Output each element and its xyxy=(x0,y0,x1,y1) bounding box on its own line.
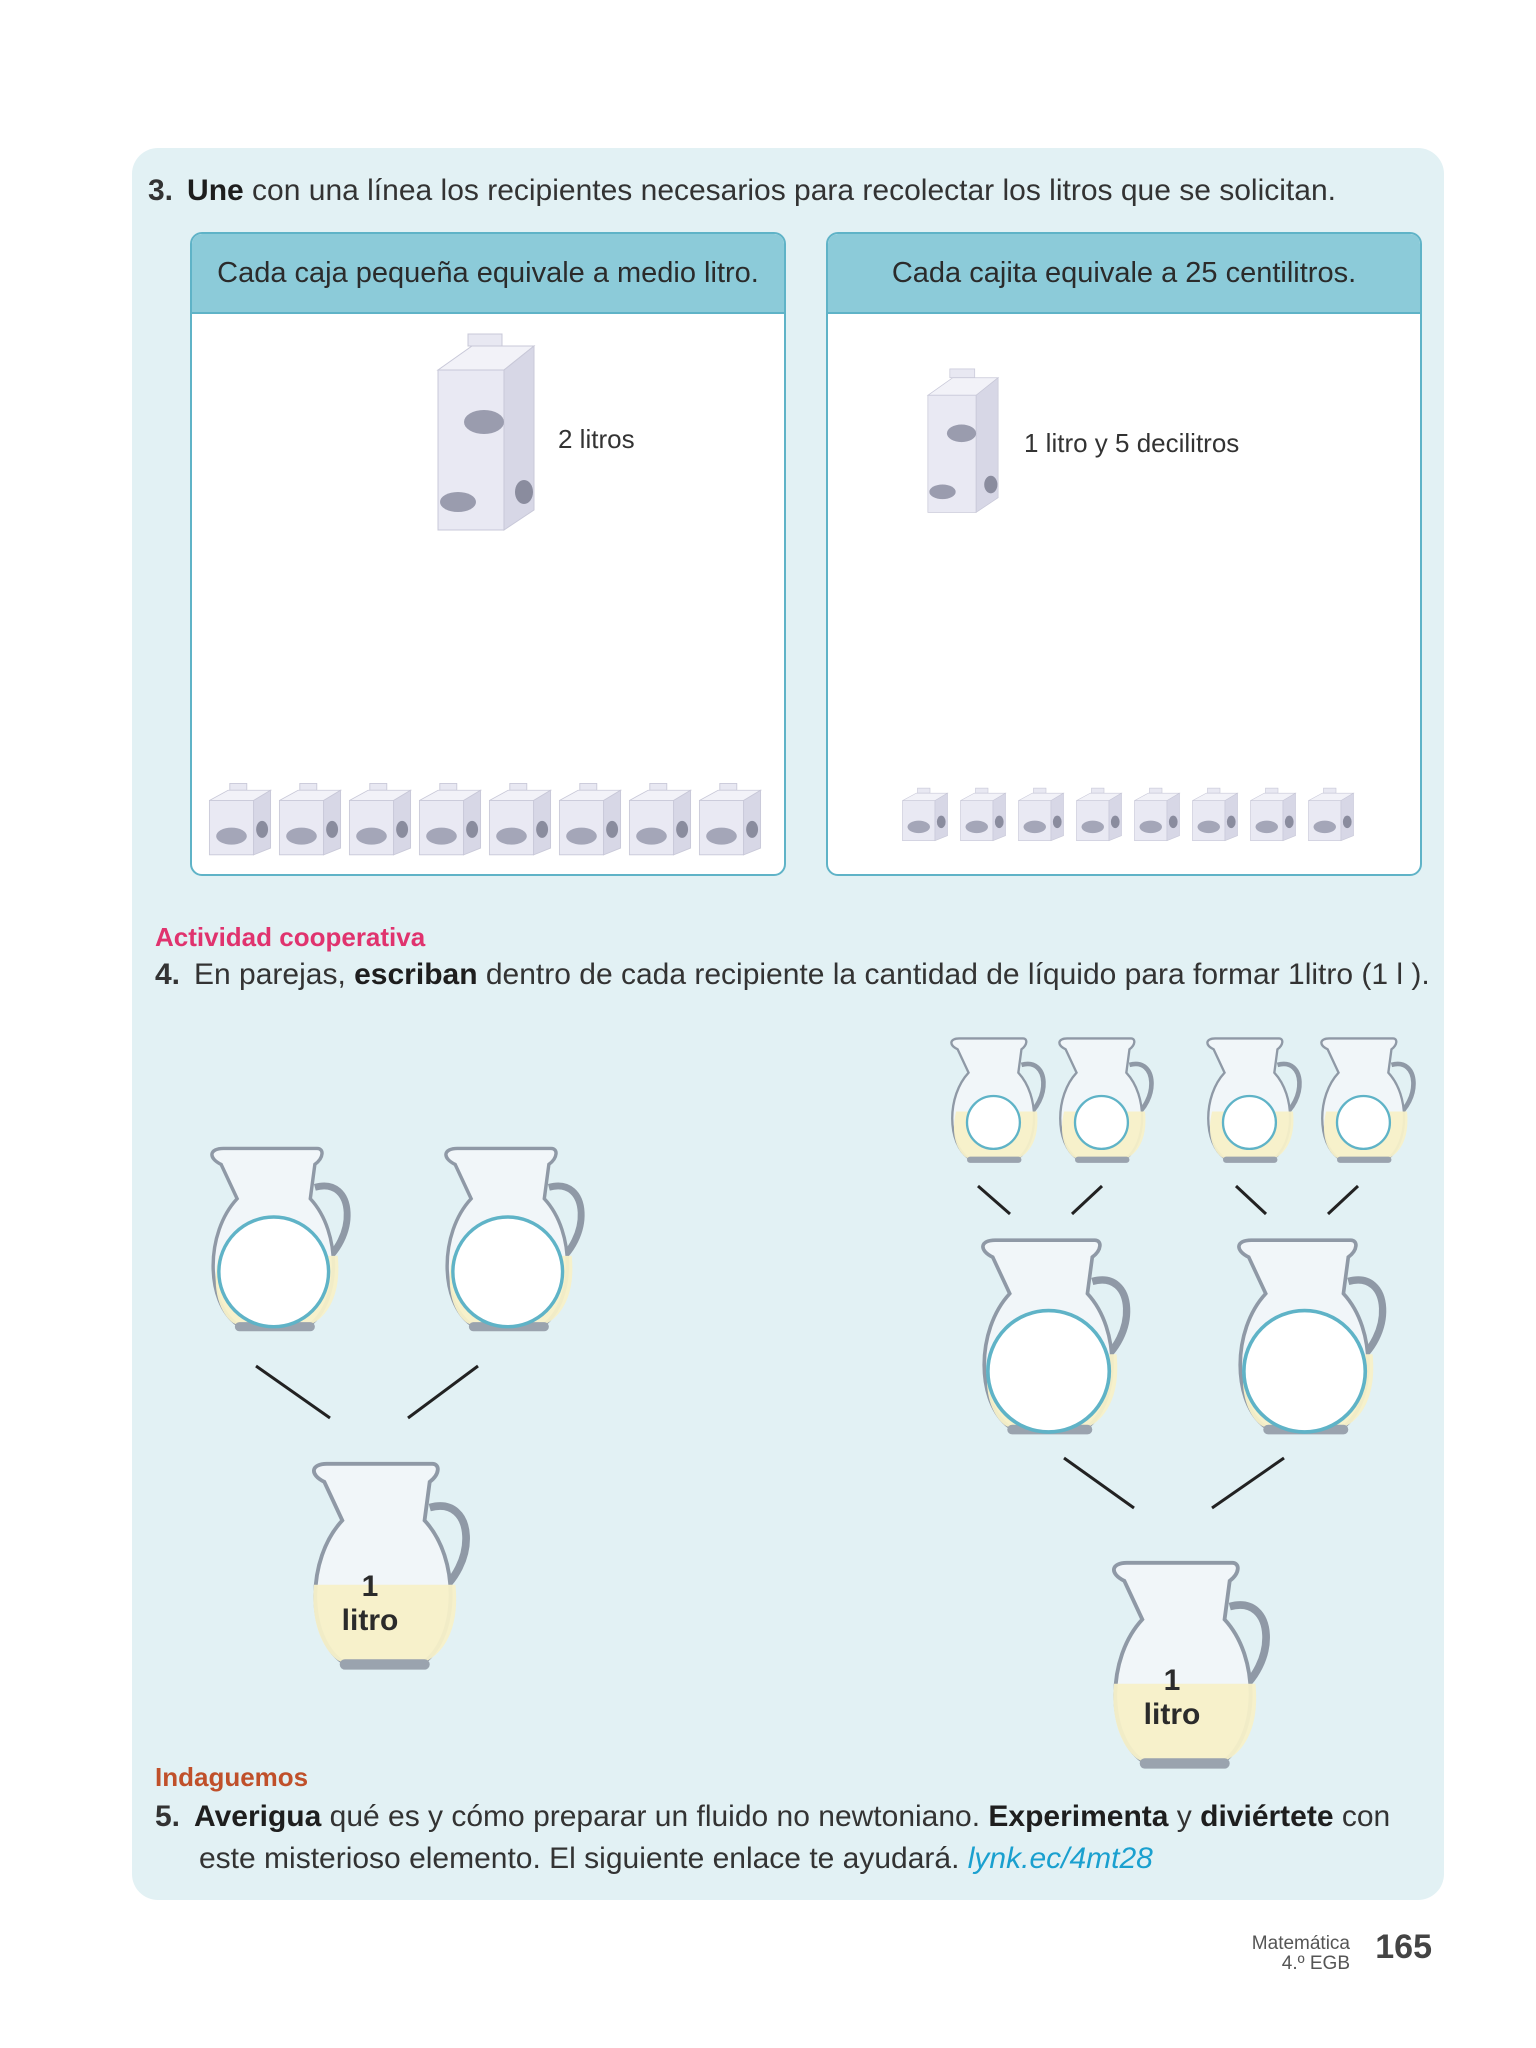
root-unit: litro xyxy=(1143,1698,1201,1731)
connector-line xyxy=(408,1366,478,1418)
connector-line xyxy=(256,1366,330,1418)
connector-line xyxy=(1328,1186,1358,1214)
box-header: Cada caja pequeña equivale a medio litro. xyxy=(192,234,784,314)
page-number: 165 xyxy=(1375,1928,1432,1966)
milk-pitcher-icon[interactable] xyxy=(1196,1026,1306,1171)
connector-line xyxy=(1064,1458,1134,1508)
exercise-text: qué es y cómo preparar un fluido no newtoniano. xyxy=(321,1800,989,1833)
milk-pitcher-icon[interactable] xyxy=(430,1128,590,1343)
root-pitcher-label-right xyxy=(1122,1664,1222,1732)
connector-line xyxy=(978,1186,1010,1214)
milk-pitcher-icon[interactable] xyxy=(1222,1220,1392,1445)
milk-pitcher-icon[interactable] xyxy=(196,1128,356,1343)
exercise-verb: Experimenta xyxy=(988,1800,1169,1833)
exercise-text: con xyxy=(1333,1800,1391,1833)
milk-pitcher-icon[interactable] xyxy=(1048,1026,1158,1171)
exercise-5-line-2 xyxy=(155,1838,1445,1880)
connector-line xyxy=(1072,1186,1102,1214)
connector-line xyxy=(1212,1458,1284,1508)
exercise-verb: escriban xyxy=(354,958,478,991)
milk-pitcher-full-icon xyxy=(296,1434,476,1689)
grade-level: 4.º EGB xyxy=(1281,1953,1350,1974)
exercise-text: En parejas, xyxy=(194,958,355,991)
section-title-inquiry: Indaguemos xyxy=(155,1762,309,1792)
exercise-number: 4. xyxy=(155,958,181,991)
root-number: 1 xyxy=(361,1570,379,1603)
exercise-verb: Averigua xyxy=(194,1800,322,1833)
target-label-1-5-liters: 1 litro y 5 decilitros xyxy=(1024,428,1240,458)
milk-pitcher-icon[interactable] xyxy=(966,1220,1136,1445)
subject-name: Matemática xyxy=(1251,1933,1350,1954)
connector-line xyxy=(1236,1186,1266,1214)
exercise-verb: diviértete xyxy=(1200,1800,1334,1833)
milk-pitcher-icon[interactable] xyxy=(1310,1026,1420,1171)
exercise-5-prompt xyxy=(155,1796,1445,1880)
exercise-text: con una línea los recipientes necesarios para recolectar los litros que se solicitan. xyxy=(243,174,1336,207)
target-label-2-liters: 2 litros xyxy=(558,424,635,454)
exercise-text: dentro de cada recipiente la cantidad de líquido para formar 1litro (1 l ). xyxy=(477,958,1430,991)
exercise-text: este misterioso elemento. El siguiente enlace te ayudará. xyxy=(199,1842,968,1875)
exercise-text: y xyxy=(1168,1800,1201,1833)
resource-link[interactable]: lynk.ec/4mt28 xyxy=(967,1842,1153,1875)
footer-subject xyxy=(1252,1934,1350,1974)
milk-pitcher-icon[interactable] xyxy=(940,1026,1050,1171)
exercise-number: 3. xyxy=(148,174,174,207)
milk-pitcher-full-icon xyxy=(1096,1528,1276,1793)
root-pitcher-label-left xyxy=(320,1570,420,1638)
exercise-number: 5. xyxy=(155,1800,181,1833)
root-unit: litro xyxy=(341,1604,399,1637)
exercise-verb: Une xyxy=(187,174,244,207)
root-number: 1 xyxy=(1163,1664,1181,1697)
box-header: Cada cajita equivale a 25 centilitros. xyxy=(828,234,1420,314)
section-title-cooperative: Actividad cooperativa xyxy=(155,922,426,952)
